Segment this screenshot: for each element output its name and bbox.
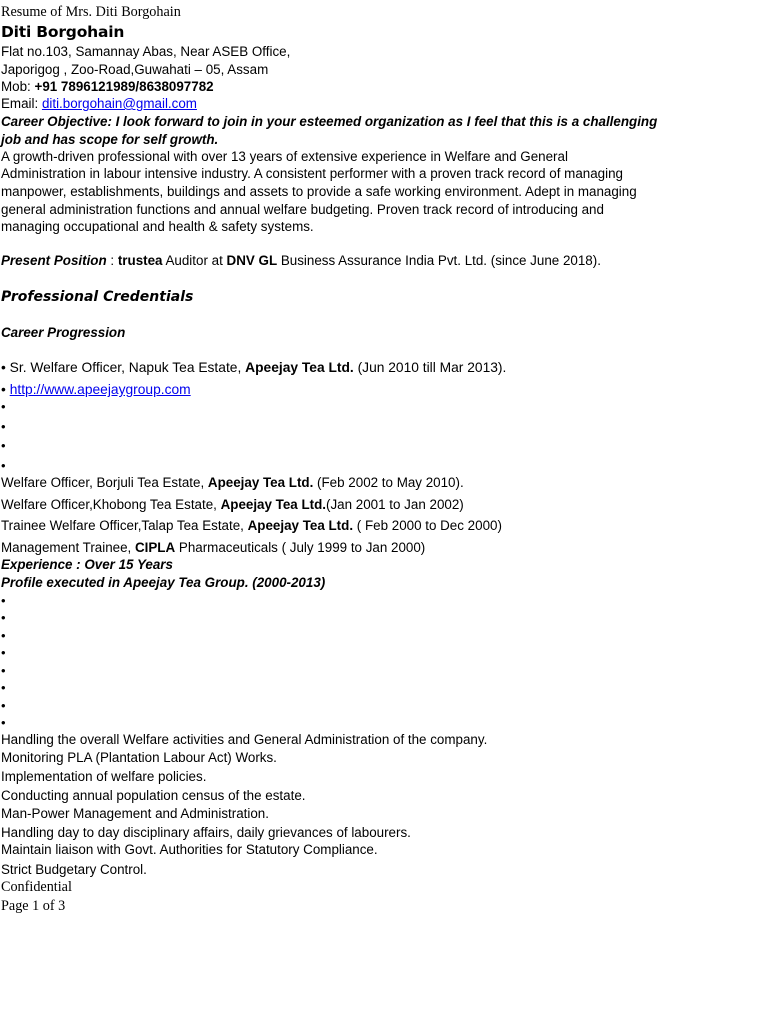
role-and-place: Welfare Officer, Borjuli Tea Estate,	[1, 475, 208, 490]
bullet: •	[1, 593, 6, 608]
duty-item: Strict Budgetary Control.	[1, 862, 147, 877]
career-objective-line-1: Career Objective: I look forward to join in your esteemed organization as I feel that this is a challenging	[1, 114, 658, 129]
address-line-1: Flat no.103, Samannay Abas, Near ASEB Office,	[1, 44, 291, 59]
duty-item: Handling day to day disciplinary affairs, daily grievances of labourers.	[1, 825, 411, 840]
role: Sr. Welfare Officer	[5, 360, 122, 375]
section-heading: Professional Credentials	[1, 289, 194, 305]
candidate-name: Diti Borgohain	[1, 23, 125, 41]
duty-item: Handling the overall Welfare activities and General Administration of the company.	[1, 732, 488, 747]
dates: Pharmaceuticals ( July 1999 to Jan 2000)	[175, 540, 426, 555]
confidential-label: Confidential	[1, 879, 72, 895]
dates: (Jun 2010 till Mar 2013).	[353, 360, 507, 375]
summary-line: Administration in labour intensive industry. A consistent performer with a proven track record of managing	[1, 166, 623, 181]
bullet: •	[1, 458, 6, 473]
separator: :	[106, 253, 118, 268]
place: , Napuk Tea Estate,	[121, 360, 246, 375]
present-org-2: DNV GL	[226, 253, 278, 268]
present-role: Auditor at	[162, 253, 227, 268]
page-number: Page 1 of 3	[1, 898, 66, 914]
career-objective-line-2: job and has scope for self growth.	[1, 132, 219, 147]
company: Apeejay Tea Ltd.	[247, 518, 354, 533]
progression-item	[1, 540, 425, 556]
mobile-label: Mob:	[1, 79, 35, 94]
dates: (Feb 2002 to May 2010).	[313, 475, 464, 490]
bullet: •	[1, 645, 6, 660]
dates: ( Feb 2000 to Dec 2000)	[353, 518, 502, 533]
progression-item-current	[1, 360, 506, 376]
progression-item	[1, 518, 502, 534]
email-label: Email:	[1, 96, 42, 111]
address-line-2: Japorigog , Zoo-Road,Guwahati – 05, Assam	[1, 62, 269, 77]
profile-heading: Profile executed in Apeejay Tea Group. (2000-2013)	[1, 575, 326, 590]
mobile-line	[1, 79, 214, 95]
email-line	[1, 96, 197, 112]
company: Apeejay Tea Ltd.	[245, 360, 354, 375]
present-position-line	[1, 253, 601, 269]
company: Apeejay Tea Ltd.	[207, 475, 314, 490]
email-link[interactable]: diti.borgohain@gmail.com	[41, 96, 197, 111]
summary-line: A growth-driven professional with over 13 years of extensive experience in Welfare and General	[1, 149, 568, 164]
dates: (Jan 2001 to Jan 2002)	[326, 497, 464, 512]
subsection-heading: Career Progression	[1, 325, 126, 340]
duty-item: Maintain liaison with Govt. Authorities for Statutory Compliance.	[1, 842, 378, 857]
mobile-number: +91 7896121989/8638097782	[34, 79, 214, 94]
company: CIPLA	[134, 540, 176, 555]
bullet: •	[1, 628, 6, 643]
company-link-line	[1, 382, 191, 398]
summary-line: manpower, establishments, buildings and assets to provide a safe working environment. Adept in managing	[1, 184, 637, 199]
duty-item: Implementation of welfare policies.	[1, 769, 207, 784]
bullet: •	[1, 360, 6, 375]
present-org-1: trustea	[117, 253, 163, 268]
present-position-rest: Business Assurance India Pvt. Ltd. (since June 2018).	[277, 253, 601, 268]
bullet: •	[1, 663, 6, 678]
role-and-place: Management Trainee,	[1, 540, 135, 555]
bullet: •	[1, 715, 6, 730]
duty-item: Man-Power Management and Administration.	[1, 806, 269, 821]
progression-item	[1, 475, 464, 491]
duty-item: Monitoring PLA (Plantation Labour Act) Works.	[1, 750, 277, 765]
company-website-link[interactable]: http://www.apeejaygroup.com	[9, 382, 191, 397]
role-and-place: Trainee Welfare Officer,Talap Tea Estate,	[1, 518, 248, 533]
bullet: •	[1, 438, 6, 453]
company: Apeejay Tea Ltd.	[220, 497, 327, 512]
summary-line: managing occupational and health & safety systems.	[1, 219, 314, 234]
bullet: •	[1, 399, 6, 414]
progression-item	[1, 497, 464, 513]
bullet: •	[1, 680, 6, 695]
present-position-label: Present Position	[1, 253, 107, 268]
role-and-place: Welfare Officer,Khobong Tea Estate,	[1, 497, 221, 512]
bullet: •	[1, 382, 6, 397]
duty-item: Conducting annual population census of the estate.	[1, 788, 306, 803]
document-title: Resume of Mrs. Diti Borgohain	[1, 4, 181, 20]
bullet: •	[1, 419, 6, 434]
summary-line: general administration functions and annual welfare budgeting. Proven track record of introducing and	[1, 202, 604, 217]
bullet: •	[1, 698, 6, 713]
experience-line: Experience : Over 15 Years	[1, 557, 173, 572]
bullet: •	[1, 610, 6, 625]
